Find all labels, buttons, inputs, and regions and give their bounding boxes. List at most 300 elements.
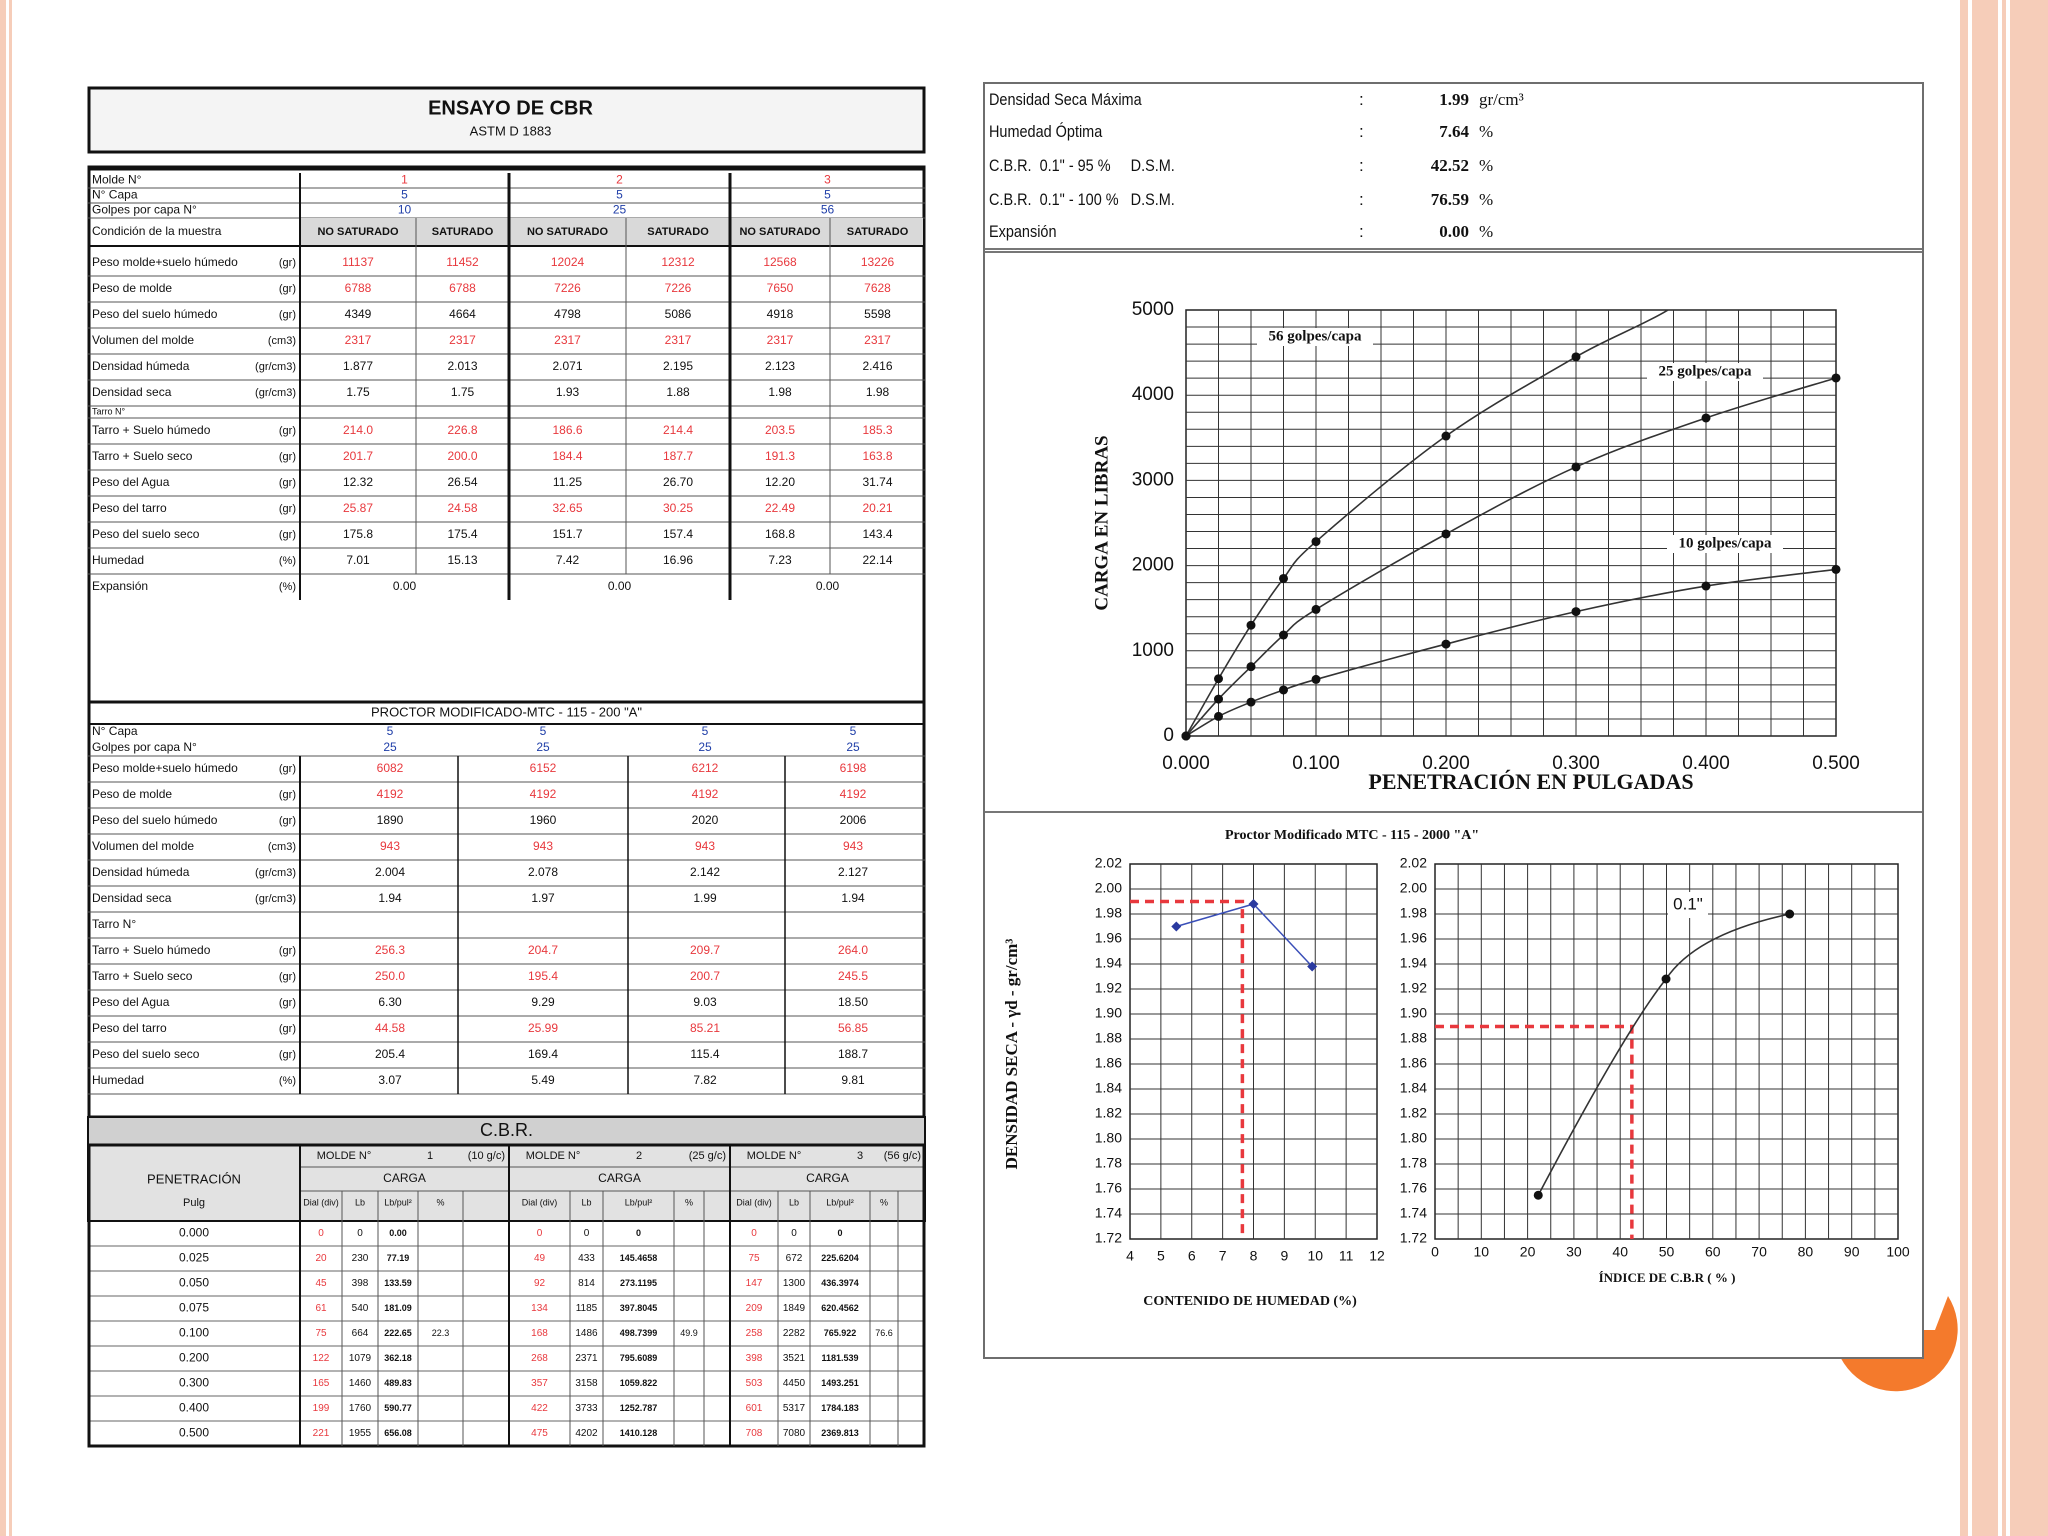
summary-colon: : [1359, 222, 1364, 241]
molde-header-golpes: (10 g/c) [467, 1149, 505, 1162]
cell-value: 2.142 [689, 865, 721, 880]
x-tick-label: 80 [1797, 1243, 1814, 1260]
row-unit: (gr/cm3) [255, 386, 296, 399]
cell-value: 5 [539, 724, 547, 739]
row-label: Peso de molde [92, 787, 173, 802]
x-tick-label: 70 [1751, 1243, 1767, 1260]
row-unit: (gr) [278, 502, 296, 515]
row-unit: (gr/cm3) [255, 892, 296, 905]
condition-header: NO SATURADO [317, 225, 399, 238]
row-unit: (gr) [278, 814, 296, 827]
cell-value: 12.32 [342, 475, 374, 490]
cell-value: 9.81 [841, 1073, 865, 1088]
row-label: Tarro N° [92, 917, 137, 932]
sub-header: Dial (div) [736, 1197, 772, 1208]
y-tick-label: 5000 [1131, 299, 1174, 321]
pen-cell: 165 [312, 1378, 330, 1390]
molde-header-label: MOLDE N° [316, 1149, 372, 1162]
cell-value: 22.49 [764, 501, 796, 516]
cell-value: 3.07 [378, 1073, 402, 1088]
sub-header: Lb/pul² [624, 1197, 653, 1208]
cell-value: 245.5 [837, 969, 869, 984]
row-label: Tarro + Suelo seco [92, 969, 193, 984]
data-point [1214, 695, 1223, 704]
cell-value: 943 [842, 839, 864, 854]
pen-value: 0.025 [178, 1250, 210, 1265]
pen-cell: 664 [351, 1328, 369, 1340]
cell-value: 201.7 [342, 449, 374, 464]
pen-cell: 672 [785, 1253, 803, 1265]
row-unit: (%) [278, 580, 296, 593]
row-label: Peso del suelo húmedo [92, 813, 218, 828]
summary-label: Expansión [989, 222, 1057, 241]
y-tick-label: 1.88 [1399, 1029, 1427, 1046]
cell-value: 7.82 [693, 1073, 717, 1088]
cell-value: 11452 [446, 255, 479, 270]
pen-cell: 1410.128 [619, 1427, 658, 1438]
summary-value: 0.00 [1439, 222, 1469, 241]
cell-value: 5086 [664, 307, 692, 322]
pen-cell: 1460 [348, 1378, 372, 1390]
pen-cell: 0 [357, 1228, 363, 1240]
pulg-label: Pulg [182, 1196, 206, 1209]
y-tick-label: 1000 [1131, 639, 1174, 661]
y-tick-label: 1.90 [1399, 1004, 1427, 1021]
pen-cell: 1760 [348, 1403, 372, 1415]
row-unit: (gr) [278, 970, 296, 983]
x-axis-label: ÍNDICE DE C.B.R ( % ) [1598, 1269, 1736, 1285]
row-label: Tarro + Suelo seco [92, 449, 193, 464]
data-point [1442, 529, 1451, 538]
cbr-sheet [88, 87, 925, 1440]
cell-value: 250.0 [374, 969, 406, 984]
pen-cell: 45 [315, 1278, 327, 1290]
y-tick-label: 1.92 [1399, 979, 1427, 996]
carga-label: CARGA [383, 1171, 426, 1186]
data-point [1832, 373, 1841, 382]
y-tick-label: 1.80 [1094, 1129, 1122, 1146]
pen-header: PENETRACIÓN [147, 1171, 241, 1187]
data-point [1214, 712, 1223, 721]
x-tick-label: 0.400 [1682, 753, 1730, 775]
cell-value: 1.98 [865, 385, 890, 400]
cell-value: 25.87 [342, 501, 374, 516]
molde-header-golpes: (25 g/c) [688, 1149, 726, 1162]
cell-value: 2.004 [374, 865, 406, 880]
pen-cell: 168 [531, 1328, 548, 1340]
data-point [1832, 565, 1841, 574]
data-point [1662, 975, 1671, 984]
x-tick-label: 5 [1156, 1247, 1165, 1264]
cell-value: 26.70 [662, 475, 694, 490]
row-label: Peso de molde [92, 281, 173, 296]
cell-value: 2317 [344, 333, 372, 348]
cell-value: 7226 [554, 281, 581, 296]
y-tick-label: 1.92 [1094, 979, 1122, 996]
row-unit: (gr/cm3) [255, 360, 296, 373]
data-point [1442, 432, 1451, 441]
pen-cell: 49 [533, 1253, 546, 1265]
x-tick-label: 7 [1218, 1247, 1227, 1264]
x-tick-label: 8 [1249, 1247, 1258, 1264]
pen-cell: 75 [748, 1253, 760, 1265]
charts-area [985, 84, 1922, 1357]
cell-value: 18.50 [837, 995, 869, 1010]
row-unit: (cm3) [267, 840, 296, 853]
row-label: Humedad [92, 553, 145, 568]
pen-cell: 5317 [782, 1403, 806, 1415]
cell-value: 7.23 [768, 553, 792, 568]
cell-value: 6.30 [378, 995, 402, 1010]
pen-cell: 209 [745, 1303, 763, 1315]
condition-header: SATURADO [647, 225, 709, 238]
row-label: Volumen del molde [92, 333, 195, 348]
pen-cell: 1059.822 [619, 1377, 658, 1388]
cell-value: 26.54 [447, 475, 478, 490]
pen-cell: 3158 [575, 1378, 598, 1390]
y-tick-label: 1.94 [1094, 954, 1122, 971]
cell-value: 4192 [529, 787, 557, 802]
cell-value: 20.21 [862, 501, 893, 516]
cell-value: 115.4 [690, 1047, 720, 1062]
data-point [1572, 607, 1581, 616]
data-point [1442, 640, 1451, 649]
sub-header: Lb [581, 1197, 592, 1208]
y-tick-label: 1.84 [1399, 1079, 1427, 1096]
x-tick-label: 10 [1307, 1247, 1324, 1264]
pen-cell: 61 [315, 1303, 327, 1315]
x-tick-label: 4 [1126, 1247, 1134, 1264]
summary-value: 1.99 [1439, 90, 1469, 109]
y-tick-label: 1.84 [1094, 1079, 1122, 1096]
mold-header-value: 56 [820, 202, 835, 217]
load-penetration-chart [1091, 133, 1859, 794]
pen-cell: 122 [312, 1353, 330, 1365]
cbr-title: C.B.R. [479, 1119, 534, 1140]
pen-cell: 0 [583, 1228, 590, 1240]
summary-value: 7.64 [1439, 122, 1469, 141]
cell-value: 203.5 [764, 423, 796, 438]
condition-header: SATURADO [846, 225, 909, 238]
y-tick-label: 2000 [1131, 554, 1174, 576]
y-tick-label: 1.74 [1094, 1204, 1122, 1221]
y-tick-label: 1.80 [1399, 1129, 1427, 1146]
data-point [1247, 662, 1256, 671]
cell-value: 6788 [449, 281, 476, 296]
cell-value: 143.4 [862, 527, 893, 542]
cell-value: 1.94 [841, 891, 865, 906]
cell-value: 943 [532, 839, 554, 854]
data-point [1279, 631, 1288, 640]
data-point [1247, 621, 1256, 630]
data-point [1279, 685, 1288, 694]
cell-value: 1960 [529, 813, 557, 828]
row-label: Molde N° [92, 172, 142, 187]
row-unit: (gr) [278, 308, 296, 321]
row-unit: (%) [278, 554, 296, 567]
pen-cell: 656.08 [384, 1427, 412, 1438]
pen-cell: 1784.183 [821, 1402, 859, 1413]
summary-value: 42.52 [1430, 156, 1469, 175]
pen-cell: 4202 [575, 1428, 598, 1440]
pen-value: 0.000 [178, 1225, 210, 1240]
pen-cell: 134 [531, 1303, 548, 1315]
row-label: N° Capa [92, 724, 138, 739]
row-unit: (gr) [278, 762, 296, 775]
summary-unit: % [1479, 156, 1494, 175]
cell-value: 22.14 [862, 553, 893, 568]
cell-value: 30.25 [662, 501, 694, 516]
pen-cell: 2369.813 [821, 1427, 859, 1438]
pen-cell: 258 [745, 1328, 763, 1340]
cell-value: 5 [386, 724, 394, 739]
cell-value: 25 [698, 740, 712, 755]
cell-value: 226.8 [447, 423, 478, 438]
data-point [1312, 675, 1321, 684]
pen-cell: 398 [351, 1278, 369, 1290]
cell-value: 205.4 [374, 1047, 406, 1062]
cell-value: 7226 [664, 281, 692, 296]
pen-cell: 1300 [782, 1278, 806, 1290]
pen-cell: 49.9 [680, 1327, 698, 1338]
cell-value: 1.97 [531, 891, 555, 906]
cell-value: 6082 [376, 761, 404, 776]
molde-header-label: MOLDE N° [525, 1149, 581, 1162]
summary-colon: : [1359, 190, 1364, 209]
row-unit: (gr) [278, 1022, 296, 1035]
cell-value: 4664 [449, 307, 476, 322]
cell-value: 1.98 [768, 385, 792, 400]
cell-value: 188.7 [837, 1047, 869, 1062]
y-tick-label: 3000 [1131, 469, 1174, 491]
data-point [1572, 352, 1581, 361]
cbr-index-chart [1400, 855, 1910, 1285]
row-label: Condición de la muestra [92, 224, 222, 239]
carga-label: CARGA [598, 1171, 641, 1186]
cell-value: 6788 [344, 281, 372, 296]
summary-unit: % [1479, 190, 1494, 209]
row-label: Tarro N° [92, 406, 126, 417]
pen-cell: 489.83 [384, 1377, 412, 1388]
pen-value: 0.100 [178, 1325, 210, 1340]
summary-unit: % [1479, 222, 1494, 241]
row-label: Peso molde+suelo húmedo [92, 255, 238, 270]
cell-value: 1890 [376, 813, 404, 828]
cell-value: 1.99 [693, 891, 717, 906]
cell-value: 2317 [449, 333, 476, 348]
cell-value: 0.00 [815, 579, 840, 594]
y-tick-label: 2.00 [1399, 879, 1427, 896]
cell-value: 200.7 [689, 969, 721, 984]
pen-cell: 2282 [782, 1328, 806, 1340]
row-label: Peso del tarro [92, 1021, 167, 1036]
cell-value: 2.123 [764, 359, 796, 374]
cell-value: 16.96 [662, 553, 694, 568]
cell-value: 2317 [664, 333, 692, 348]
x-tick-label: 40 [1612, 1243, 1628, 1260]
cell-value: 214.0 [342, 423, 374, 438]
cell-value: 157.4 [662, 527, 694, 542]
y-tick-label: 1.94 [1399, 954, 1427, 971]
cell-value: 200.0 [447, 449, 478, 464]
cell-value: 6152 [529, 761, 557, 776]
mold-header-value: 2 [616, 172, 623, 187]
pen-cell: 765.922 [823, 1327, 857, 1338]
cell-value: 195.4 [527, 969, 559, 984]
pen-cell: 147 [745, 1278, 763, 1290]
row-label: Volumen del molde [92, 839, 195, 854]
cell-value: 175.4 [447, 527, 478, 542]
pen-cell: 75 [315, 1328, 327, 1340]
molde-header-num: 3 [856, 1149, 864, 1162]
cell-value: 85.21 [689, 1021, 721, 1036]
pen-cell: 814 [578, 1278, 595, 1290]
pen-cell: 77.19 [386, 1252, 410, 1263]
mold-header-value: 25 [612, 202, 627, 217]
cell-value: 204.7 [527, 943, 559, 958]
pen-cell: 145.4658 [619, 1252, 658, 1263]
x-tick-label: 0.500 [1812, 753, 1860, 775]
cell-value: 25 [536, 740, 550, 755]
pen-cell: 590.77 [384, 1402, 412, 1413]
row-label: Peso del suelo seco [92, 1047, 200, 1062]
sub-header: % [879, 1197, 889, 1208]
pen-cell: 1493.251 [821, 1377, 859, 1388]
row-unit: (cm3) [267, 334, 296, 347]
pen-cell: 1252.787 [619, 1402, 658, 1413]
pen-value: 0.400 [178, 1400, 210, 1415]
data-point [1785, 910, 1794, 919]
data-point [1247, 698, 1256, 707]
pen-cell: 3521 [782, 1353, 806, 1365]
cell-value: 184.4 [552, 449, 583, 464]
cell-value: 11137 [342, 255, 374, 270]
pen-cell: 230 [351, 1253, 369, 1265]
cell-value: 1.877 [342, 359, 374, 374]
y-tick-label: 1.98 [1399, 904, 1427, 921]
cell-value: 256.3 [374, 943, 406, 958]
y-tick-label: 1.72 [1094, 1229, 1122, 1246]
cell-value: 56.85 [837, 1021, 869, 1036]
cell-value: 15.13 [447, 553, 478, 568]
sub-header: Lb/pul² [826, 1197, 854, 1208]
cell-value: 2.071 [552, 359, 583, 374]
cell-value: 2.078 [527, 865, 559, 880]
chart-title: Proctor Modificado MTC - 115 - 2000 "A" [1225, 828, 1480, 844]
x-tick-label: 6 [1187, 1247, 1196, 1264]
condition-header: NO SATURADO [526, 225, 609, 238]
pen-cell: 4450 [782, 1378, 806, 1390]
cell-value: 1.88 [666, 385, 690, 400]
mold-header-value: 1 [401, 172, 408, 187]
y-tick-label: 1.90 [1094, 1004, 1122, 1021]
pen-value: 0.075 [178, 1300, 210, 1315]
y-tick-label: 0 [1163, 725, 1174, 747]
row-label: Expansión [92, 579, 149, 594]
summary-unit: gr/cm³ [1479, 90, 1524, 109]
y-tick-label: 1.76 [1094, 1179, 1122, 1196]
x-tick-label: 60 [1705, 1243, 1721, 1260]
x-tick-label: 50 [1658, 1243, 1675, 1260]
sub-header: Dial (div) [521, 1197, 558, 1208]
x-tick-label: 0.300 [1552, 753, 1600, 775]
cell-value: 2.195 [662, 359, 694, 374]
cell-value: 1.75 [450, 385, 475, 400]
cell-value: 5 [849, 724, 857, 739]
x-tick-label: 100 [1886, 1243, 1910, 1260]
pen-cell: 92 [533, 1278, 546, 1290]
pen-cell: 0 [318, 1228, 324, 1240]
sub-header: Dial (div) [303, 1197, 339, 1208]
x-tick-label: 12 [1369, 1247, 1385, 1264]
sub-header: % [684, 1197, 694, 1208]
proctor-title: PROCTOR MODIFICADO-MTC - 115 - 200 "A" [371, 704, 642, 720]
sub-header: Lb [788, 1197, 800, 1208]
row-label: Densidad húmeda [92, 865, 190, 880]
pen-cell: 268 [531, 1353, 548, 1365]
pen-cell: 76.6 [875, 1327, 893, 1338]
y-tick-label: 4000 [1131, 384, 1174, 406]
pen-cell: 540 [351, 1303, 369, 1315]
row-label: Peso del Agua [92, 475, 170, 490]
molde-header-num: 1 [426, 1149, 434, 1162]
pen-cell: 1955 [348, 1428, 372, 1440]
y-tick-label: 1.76 [1399, 1179, 1427, 1196]
mold-header-value: 5 [401, 187, 408, 202]
pen-cell: 22.3 [431, 1327, 450, 1338]
cell-value: 7.42 [555, 553, 580, 568]
x-tick-label: 0.100 [1292, 753, 1340, 775]
pen-cell: 1181.539 [821, 1352, 859, 1363]
cell-value: 186.6 [552, 423, 583, 438]
y-tick-label: 1.86 [1399, 1054, 1427, 1071]
cell-value: 13226 [860, 255, 895, 270]
pen-cell: 133.59 [384, 1277, 412, 1288]
cell-value: 0.00 [392, 579, 417, 594]
pen-cell: 7080 [782, 1428, 806, 1440]
cell-value: 12568 [763, 255, 797, 270]
condition-header: SATURADO [431, 225, 494, 238]
mold-header-value: 3 [824, 172, 831, 187]
cell-value: 11.25 [552, 475, 583, 490]
row-unit: (gr) [278, 476, 296, 489]
molde-header-label: MOLDE N° [746, 1149, 802, 1162]
cell-value: 191.3 [764, 449, 796, 464]
cell-value: 9.29 [531, 995, 555, 1010]
cell-value: 264.0 [837, 943, 869, 958]
cell-value: 168.8 [764, 527, 796, 542]
pen-cell: 1185 [575, 1303, 598, 1315]
molde-header-num: 2 [635, 1149, 643, 1162]
summary-colon: : [1359, 90, 1364, 109]
x-tick-label: 0 [1431, 1243, 1439, 1260]
row-label: Tarro + Suelo húmedo [92, 943, 211, 958]
row-unit: (gr) [278, 282, 296, 295]
mold-header-value: 10 [397, 202, 412, 217]
pen-cell: 181.09 [384, 1302, 412, 1313]
cell-value: 32.65 [552, 501, 583, 516]
cell-value: 163.8 [862, 449, 893, 464]
cell-value: 4349 [344, 307, 372, 322]
row-unit: (%) [278, 1074, 296, 1087]
cell-value: 7650 [766, 281, 794, 296]
cell-value: 214.4 [662, 423, 694, 438]
series-label: 10 golpes/capa [1678, 535, 1772, 552]
cell-value: 25 [846, 740, 860, 755]
pen-cell: 221 [312, 1428, 330, 1440]
x-tick-label: 11 [1338, 1247, 1354, 1264]
pen-cell: 0 [837, 1227, 843, 1238]
